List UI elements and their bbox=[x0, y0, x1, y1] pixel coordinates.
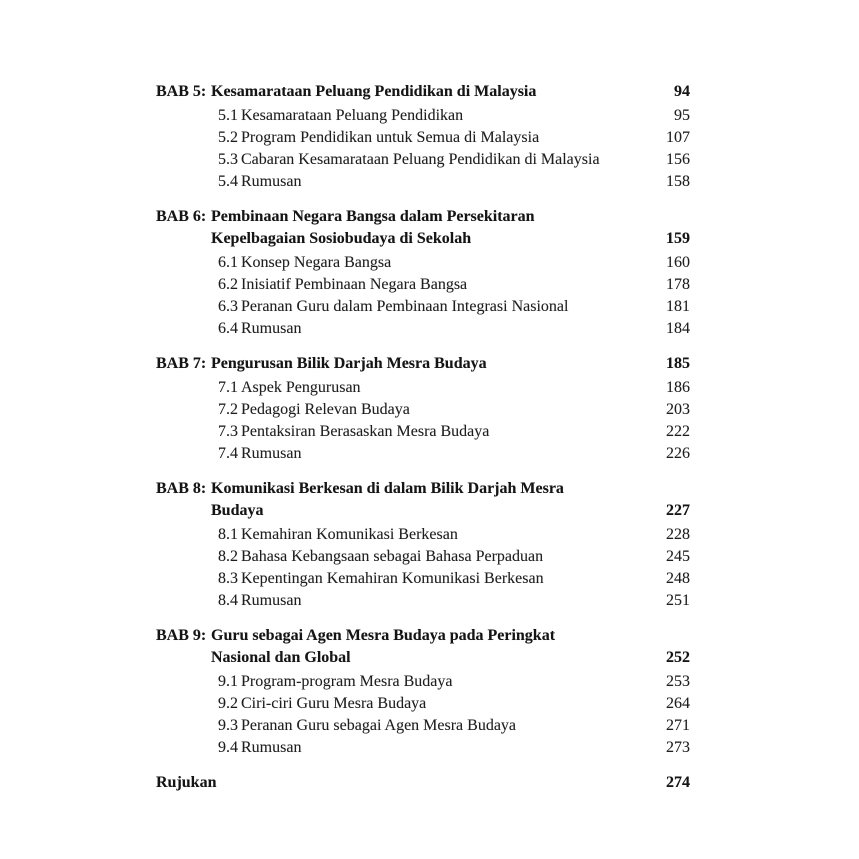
item-title: Cabaran Kesamarataan Peluang Pendidikan di Malaysia bbox=[241, 151, 600, 168]
item-title: Kesamarataan Peluang Pendidikan bbox=[241, 107, 464, 124]
chapter-title-line: Budaya bbox=[211, 502, 264, 519]
item-number: 5.1 bbox=[218, 107, 238, 124]
chapter-heading bbox=[156, 625, 690, 669]
item-number: 8.3 bbox=[218, 570, 238, 587]
item-page-number: 107 bbox=[666, 129, 690, 146]
item-page-number: 271 bbox=[666, 717, 690, 734]
chapter-heading bbox=[156, 81, 690, 103]
chapter-page-number: 94 bbox=[674, 83, 690, 100]
item-number: 5.3 bbox=[218, 151, 238, 168]
item-number: 5.2 bbox=[218, 129, 238, 146]
item-page-number: 156 bbox=[666, 151, 690, 168]
chapter-heading bbox=[156, 478, 690, 522]
chapter-label: BAB 7: bbox=[156, 355, 207, 372]
item-page-number: 186 bbox=[666, 379, 690, 396]
toc-item bbox=[156, 568, 690, 590]
item-number: 9.3 bbox=[218, 717, 238, 734]
item-number: 5.4 bbox=[218, 173, 238, 190]
item-page-number: 228 bbox=[666, 526, 690, 543]
item-page-number: 181 bbox=[666, 298, 690, 315]
item-title: Rumusan bbox=[241, 173, 302, 190]
toc-item bbox=[156, 149, 690, 171]
chapter-block bbox=[156, 81, 690, 193]
toc-item bbox=[156, 693, 690, 715]
chapter-title bbox=[211, 353, 666, 375]
item-title: Peranan Guru sebagai Agen Mesra Budaya bbox=[241, 717, 517, 734]
chapter-page-number: 159 bbox=[666, 230, 690, 247]
toc-item bbox=[156, 443, 690, 465]
chapter-items bbox=[156, 377, 690, 465]
toc-item bbox=[156, 377, 690, 399]
chapter-block bbox=[156, 478, 690, 612]
toc-item bbox=[156, 171, 690, 193]
item-page-number: 203 bbox=[666, 401, 690, 418]
toc-item bbox=[156, 737, 690, 759]
toc-item bbox=[156, 318, 690, 340]
chapter-label: BAB 8: bbox=[156, 480, 207, 497]
chapter-title-line: Pembinaan Negara Bangsa dalam Persekitaran bbox=[211, 208, 535, 225]
chapter-heading bbox=[156, 206, 690, 250]
chapter-title-line: Kepelbagaian Sosiobudaya di Sekolah bbox=[211, 230, 472, 247]
item-title: Kemahiran Komunikasi Berkesan bbox=[241, 526, 458, 543]
toc-item bbox=[156, 252, 690, 274]
item-page-number: 251 bbox=[666, 592, 690, 609]
chapter-page-number: 227 bbox=[666, 502, 690, 519]
chapter-title bbox=[211, 81, 674, 103]
item-number: 8.2 bbox=[218, 548, 238, 565]
references-page-number: 274 bbox=[666, 774, 690, 791]
item-number: 6.2 bbox=[218, 276, 238, 293]
item-page-number: 184 bbox=[666, 320, 690, 337]
chapter-title bbox=[211, 625, 666, 669]
item-page-number: 253 bbox=[666, 673, 690, 690]
item-title: Pedagogi Relevan Budaya bbox=[241, 401, 410, 418]
chapter-title-line: Pengurusan Bilik Darjah Mesra Budaya bbox=[211, 355, 487, 372]
toc-item bbox=[156, 399, 690, 421]
item-number: 7.1 bbox=[218, 379, 238, 396]
item-number: 6.1 bbox=[218, 254, 238, 271]
toc-item bbox=[156, 274, 690, 296]
item-title: Program Pendidikan untuk Semua di Malaysia bbox=[241, 129, 540, 146]
chapter-items bbox=[156, 671, 690, 759]
item-number: 7.4 bbox=[218, 445, 238, 462]
references-label: Rujukan bbox=[156, 774, 217, 791]
toc-item bbox=[156, 590, 690, 612]
chapter-heading bbox=[156, 353, 690, 375]
item-page-number: 222 bbox=[666, 423, 690, 440]
item-page-number: 158 bbox=[666, 173, 690, 190]
chapter-title-line: Guru sebagai Agen Mesra Budaya pada Peringkat bbox=[211, 627, 556, 644]
item-title: Bahasa Kebangsaan sebagai Bahasa Perpaduan bbox=[241, 548, 544, 565]
item-page-number: 95 bbox=[674, 107, 690, 124]
item-page-number: 226 bbox=[666, 445, 690, 462]
chapter-title-line: Nasional dan Global bbox=[211, 649, 351, 666]
item-title: Kepentingan Kemahiran Komunikasi Berkesan bbox=[241, 570, 544, 587]
item-page-number: 178 bbox=[666, 276, 690, 293]
chapter-page-number: 185 bbox=[666, 355, 690, 372]
chapter-title bbox=[211, 206, 666, 250]
item-page-number: 248 bbox=[666, 570, 690, 587]
toc-item bbox=[156, 715, 690, 737]
chapter-items bbox=[156, 105, 690, 193]
item-number: 8.1 bbox=[218, 526, 238, 543]
item-number: 9.2 bbox=[218, 695, 238, 712]
item-title: Rumusan bbox=[241, 739, 302, 756]
item-title: Aspek Pengurusan bbox=[241, 379, 361, 396]
toc-item bbox=[156, 546, 690, 568]
item-number: 8.4 bbox=[218, 592, 238, 609]
item-title: Program-program Mesra Budaya bbox=[241, 673, 453, 690]
toc-item bbox=[156, 296, 690, 318]
item-number: 7.2 bbox=[218, 401, 238, 418]
item-number: 7.3 bbox=[218, 423, 238, 440]
item-title: Ciri-ciri Guru Mesra Budaya bbox=[241, 695, 427, 712]
item-title: Peranan Guru dalam Pembinaan Integrasi Nasional bbox=[241, 298, 569, 315]
chapter-title bbox=[211, 478, 666, 522]
item-title: Pentaksiran Berasaskan Mesra Budaya bbox=[241, 423, 490, 440]
toc-item bbox=[156, 105, 690, 127]
item-number: 9.1 bbox=[218, 673, 238, 690]
item-title: Rumusan bbox=[241, 320, 302, 337]
chapter-items bbox=[156, 252, 690, 340]
item-title: Konsep Negara Bangsa bbox=[241, 254, 392, 271]
item-number: 9.4 bbox=[218, 739, 238, 756]
item-page-number: 245 bbox=[666, 548, 690, 565]
item-number: 6.4 bbox=[218, 320, 238, 337]
item-page-number: 160 bbox=[666, 254, 690, 271]
toc-item bbox=[156, 524, 690, 546]
chapter-block bbox=[156, 625, 690, 759]
chapter-label: BAB 5: bbox=[156, 83, 207, 100]
toc bbox=[156, 81, 690, 794]
toc-item bbox=[156, 127, 690, 149]
chapter-label: BAB 6: bbox=[156, 208, 207, 225]
item-number: 6.3 bbox=[218, 298, 238, 315]
chapter-block bbox=[156, 206, 690, 340]
item-page-number: 273 bbox=[666, 739, 690, 756]
item-page-number: 264 bbox=[666, 695, 690, 712]
references-row bbox=[156, 772, 690, 794]
chapter-page-number: 252 bbox=[666, 649, 690, 666]
chapter-title-line: Kesamarataan Peluang Pendidikan di Malaysia bbox=[211, 83, 537, 100]
toc-item bbox=[156, 421, 690, 443]
toc-item bbox=[156, 671, 690, 693]
item-title: Inisiatif Pembinaan Negara Bangsa bbox=[241, 276, 468, 293]
chapter-title-line: Komunikasi Berkesan di dalam Bilik Darjah Mesra bbox=[211, 480, 564, 497]
chapter-label: BAB 9: bbox=[156, 627, 207, 644]
item-title: Rumusan bbox=[241, 592, 302, 609]
item-title: Rumusan bbox=[241, 445, 302, 462]
chapter-block bbox=[156, 353, 690, 465]
chapter-items bbox=[156, 524, 690, 612]
